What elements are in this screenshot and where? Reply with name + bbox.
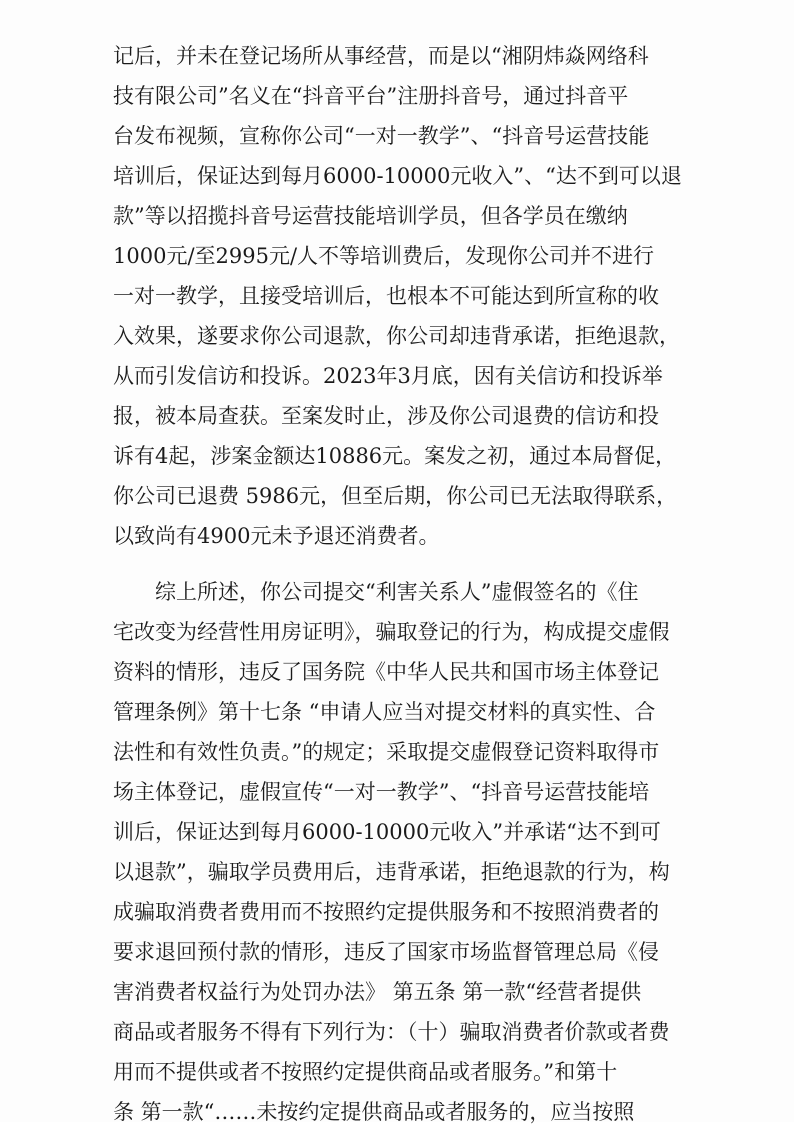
text-line: 技有限公司”名义在“抖音平台”注册抖音号，通过抖音平 [113,84,629,108]
text-line: 管理条例》第十七条 “申请人应当对提交材料的真实性、合 [113,700,656,724]
text-line: 从而引发信访和投诉。2023年3月底，因有关信访和投诉举 [113,364,663,388]
text-line: 以退款”，骗取学员费用后，违背承诺，拒绝退款的行为，构 [113,860,670,884]
text-line: 训后，保证达到每月6000-10000元收入”并承诺“达不到可 [113,820,661,844]
text-line: 条 第一款“……未按约定提供商品或者服务的，应当按照 [113,1100,635,1124]
text-line: 款”等以招揽抖音号运营技能培训学员，但各学员在缴纳 [113,204,628,228]
text-line: 1000元/至2995元/人不等培训费后，发现你公司并不进行 [113,244,655,268]
text-line: 场主体登记，虚假宣传“一对一教学”、“抖音号运营技能培 [113,780,650,804]
text-line: 诉有4起，涉案金额达10886元。案发之初，通过本局督促， [113,444,677,468]
text-line: 台发布视频，宣称你公司“一对一教学”、“抖音号运营技能 [113,124,650,148]
text-line: 商品或者服务不得有下列行为：（十）骗取消费者价款或者费 [113,1020,670,1044]
text-line: 综上所述，你公司提交“利害关系人”虚假签名的《住 [113,580,639,604]
text-line: 资料的情形，违反了国务院《中华人民共和国市场主体登记 [113,660,659,684]
text-line: 你公司已退费 5986元，但至后期，你公司已无法取得联系， [113,484,678,508]
text-line: 记后，并未在登记场所从事经营，而是以“湘阴炜焱网络科 [113,44,649,68]
text-line: 用而不提供或者不按照约定提供商品或者服务。”和第十 [113,1060,618,1084]
text-line: 法性和有效性负责。”的规定；采取提交虚假登记资料取得市 [113,740,660,764]
text-line: 一对一教学，且接受培训后，也根本不可能达到所宣称的收 [113,284,659,308]
text-line: 培训后，保证达到每月6000-10000元收入”、“达不到可以退 [113,164,682,188]
text-line: 以致尚有4900元未予退还消费者。 [113,524,440,548]
text-line: 入效果，遂要求你公司退款，你公司却违背承诺，拒绝退款， [113,324,680,348]
text-line: 宅改变为经营性用房证明》，骗取登记的行为，构成提交虚假 [113,620,670,644]
text-line: 报，被本局查获。至案发时止，涉及你公司退费的信访和投 [113,404,659,428]
text-line: 要求退回预付款的情形，违反了国家市场监督管理总局《侵 [113,940,659,964]
text-line: 成骗取消费者费用而不按照约定提供服务和不按照消费者的 [113,900,659,924]
text-line: 害消费者权益行为处罚办法》 第五条 第一款“经营者提供 [113,980,642,1004]
